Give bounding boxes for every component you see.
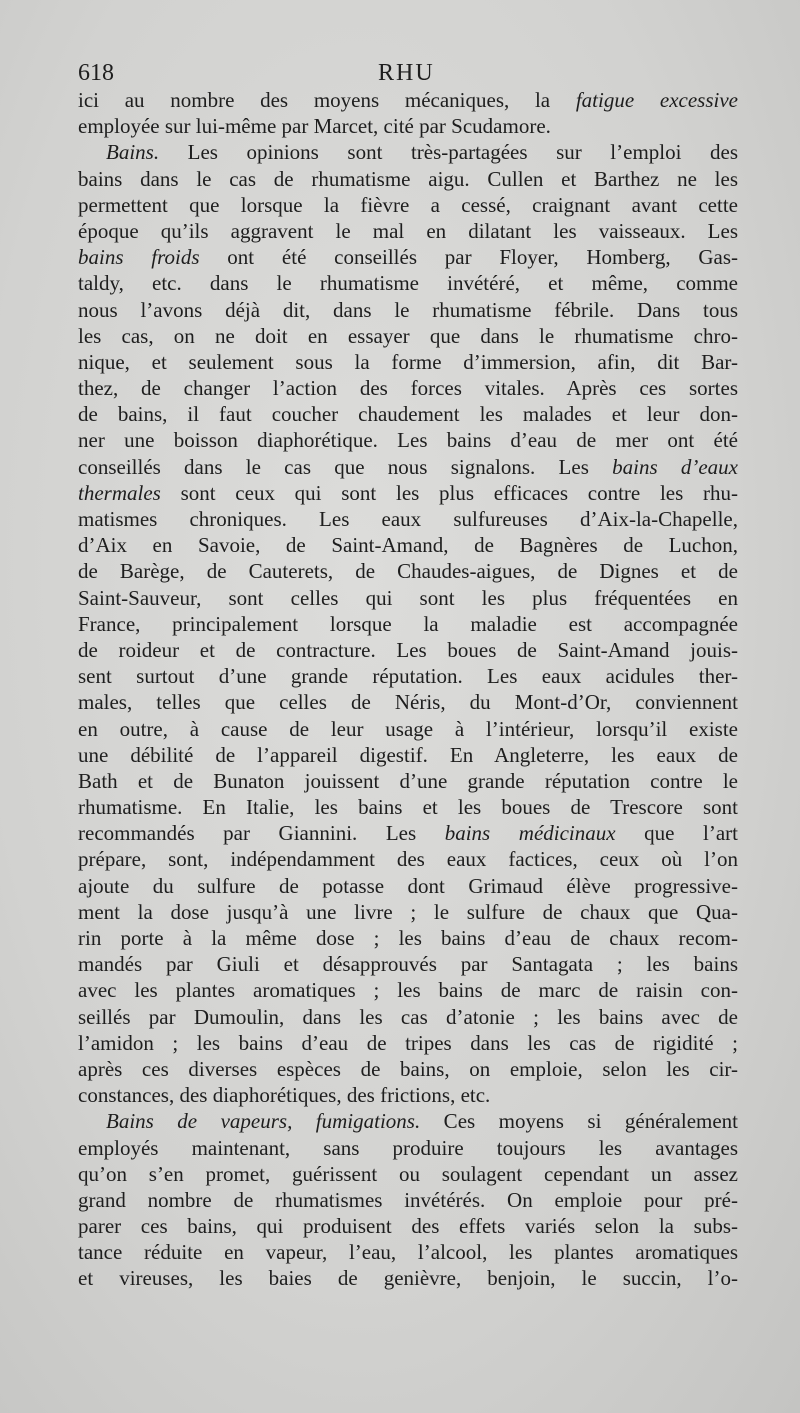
text-segment: ment la dose jusqu’à une livre ; le sulfure de chaux que Qua- — [78, 899, 738, 924]
text-line — [78, 349, 738, 375]
text-segment: de Barège, de Cauterets, de Chaudes-aigues, de Dignes et de — [78, 559, 738, 584]
text-line — [78, 663, 738, 689]
text-segment: que l’art — [615, 821, 739, 846]
text-line — [78, 1135, 738, 1161]
italic-text: fatigue excessive — [575, 88, 738, 112]
text-segment: sent surtout d’une grande réputation. Les eaux acidules ther- — [78, 664, 738, 689]
text-segment: tance réduite en vapeur, l’eau, l’alcool, les plantes aromatiques — [78, 1240, 738, 1265]
text-line — [78, 401, 738, 427]
italic-text: thermales — [78, 480, 161, 505]
text-segment: recommandés par Giannini. Les — [78, 821, 445, 846]
text-segment: parer ces bains, qui produisent des effets variés selon la subs- — [78, 1214, 738, 1239]
text-segment: constances, des diaphorétiques, des frictions, etc. — [78, 1083, 491, 1108]
text-line — [78, 558, 738, 584]
text-line — [78, 166, 738, 192]
text-line — [78, 899, 738, 925]
text-segment: conseillés dans le cas que nous signalons. Les — [78, 454, 613, 479]
text-segment: employés maintenant, sans produire toujours les avantages — [78, 1135, 738, 1160]
italic-text: bains froids — [78, 245, 200, 270]
text-segment: après ces diverses espèces de bains, on emploie, selon les cir- — [78, 1056, 738, 1081]
text-line — [78, 951, 738, 977]
italic-text: Bains de vapeurs, fumigations. — [106, 1109, 421, 1134]
text-segment: grand nombre de rhumatismes invétérés. On emploie pour pré- — [78, 1187, 738, 1212]
text-segment: thez, de changer l’action des forces vitales. Après ces sortes — [78, 376, 738, 401]
text-segment: taldy, etc. dans le rhumatisme invétéré, et même, comme — [78, 271, 738, 296]
text-line — [78, 1004, 738, 1030]
text-line — [78, 820, 738, 846]
text-segment: ner une boisson diaphorétique. Les bains d’eau de mer ont été — [78, 428, 738, 453]
text-line — [78, 689, 738, 715]
text-segment: employée sur lui-même par Marcet, cité par Scudamore. — [78, 114, 551, 139]
text-segment: époque qu’ils aggravent le mal en dilatant les vaisseaux. Les — [78, 218, 738, 243]
text-segment: avec les plantes aromatiques ; les bains de marc de raisin con- — [78, 978, 738, 1003]
text-line — [78, 1239, 738, 1265]
text-line — [78, 977, 738, 1003]
text-line — [78, 244, 738, 270]
text-line — [78, 925, 738, 951]
italic-text: bains d’eaux — [612, 454, 738, 479]
text-line — [78, 192, 738, 218]
text-segment: Saint-Sauveur, sont celles qui sont les plus fréquentées en — [78, 585, 738, 610]
text-line — [78, 532, 738, 558]
text-segment: Bath et de Bunaton jouissent d’une grande réputation contre le — [78, 768, 738, 793]
text-segment: matismes chroniques. Les eaux sulfureuses d’Aix-la-Chapelle, — [78, 507, 738, 531]
text-line — [78, 427, 738, 453]
text-segment: prépare, sont, indépendamment des eaux factices, ceux où l’on — [78, 847, 738, 872]
text-segment: Les opinions sont très-partagées sur l’emploi des — [159, 140, 738, 165]
text-line — [78, 113, 738, 139]
text-line — [78, 846, 738, 872]
text-line — [78, 742, 738, 768]
body-text — [78, 87, 738, 1292]
italic-text: Bains. — [106, 140, 160, 165]
text-line — [78, 297, 738, 323]
text-segment: et vireuses, les baies de genièvre, benjoin, le succin, l’o- — [78, 1266, 738, 1291]
text-segment: seillés par Dumoulin, dans les cas d’atonie ; les bains avec de — [78, 1004, 738, 1029]
text-segment: une débilité de l’appareil digestif. En Angleterre, les eaux de — [78, 742, 738, 767]
text-segment: ont été conseillés par Floyer, Homberg, Gas- — [199, 245, 738, 270]
text-line — [78, 794, 738, 820]
text-line — [78, 506, 738, 532]
text-line — [78, 375, 738, 401]
text-line — [78, 323, 738, 349]
text-line — [78, 716, 738, 742]
text-line — [78, 454, 738, 480]
text-line — [78, 1030, 738, 1056]
text-line — [78, 270, 738, 296]
text-segment: les cas, on ne doit en essayer que dans le rhumatisme chro- — [78, 323, 738, 348]
text-segment: qu’on s’en promet, guérissent ou soulagent cependant un assez — [78, 1161, 738, 1186]
text-segment: rhumatisme. En Italie, les bains et les boues de Trescore sont — [78, 795, 738, 820]
text-segment: Ces moyens si généralement — [420, 1109, 739, 1134]
text-segment: ici au nombre des moyens mécaniques, la — [78, 88, 576, 112]
text-segment: nous l’avons déjà dit, dans le rhumatisme fébrile. Dans tous — [78, 297, 738, 322]
italic-text: bains médicinaux — [444, 821, 616, 846]
text-segment: de roideur et de contracture. Les boues de Saint-Amand jouis- — [78, 637, 738, 662]
text-segment: sont ceux qui sont les plus efficaces contre les rhu- — [160, 480, 738, 505]
text-segment: France, principalement lorsque la maladie est accompagnée — [78, 611, 738, 636]
text-line — [78, 1056, 738, 1082]
text-line — [78, 1265, 738, 1291]
text-segment: mandés par Giuli et désapprouvés par Santagata ; les bains — [78, 952, 738, 977]
text-line — [78, 218, 738, 244]
running-head: RHU — [378, 60, 435, 86]
text-line — [78, 873, 738, 899]
text-line — [78, 611, 738, 637]
text-segment: en outre, à cause de leur usage à l’intérieur, lorsqu’il existe — [78, 716, 738, 741]
text-segment: males, telles que celles de Néris, du Mont-d’Or, conviennent — [78, 690, 738, 715]
text-segment: nique, et seulement sous la forme d’immersion, afin, dit Bar- — [78, 349, 738, 374]
page-number: 618 — [78, 60, 114, 86]
text-segment: ajoute du sulfure de potasse dont Grimaud élève progressive- — [78, 873, 738, 898]
text-line — [78, 585, 738, 611]
text-segment: rin porte à la même dose ; les bains d’eau de chaux recom- — [78, 926, 738, 950]
text-line — [78, 1213, 738, 1239]
text-line — [78, 1108, 738, 1134]
text-segment: d’Aix en Savoie, de Saint-Amand, de Bagnères de Luchon, — [78, 533, 738, 558]
text-segment: permettent que lorsque la fièvre a cessé, craignant avant cette — [78, 192, 738, 217]
text-line — [78, 139, 738, 165]
text-segment: bains dans le cas de rhumatisme aigu. Cullen et Barthez ne les — [78, 166, 738, 191]
text-line — [78, 480, 738, 506]
text-line — [78, 1187, 738, 1213]
text-line — [78, 768, 738, 794]
text-line — [78, 637, 738, 663]
text-line — [78, 1161, 738, 1187]
text-segment: l’amidon ; les bains d’eau de tripes dans les cas de rigidité ; — [78, 1030, 738, 1055]
text-segment: de bains, il faut coucher chaudement les malades et leur don- — [78, 402, 738, 427]
text-line — [78, 1082, 738, 1108]
text-line — [78, 87, 738, 113]
